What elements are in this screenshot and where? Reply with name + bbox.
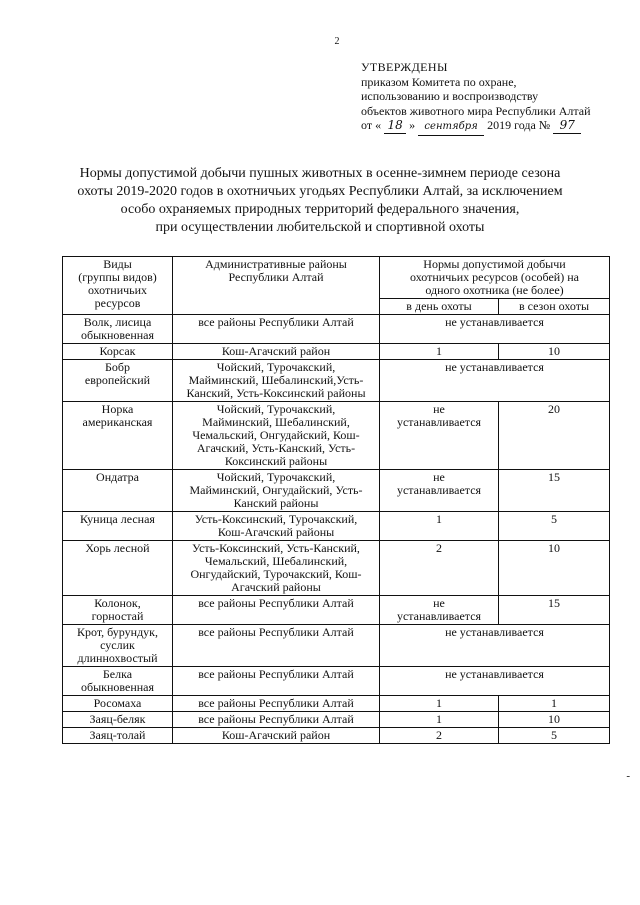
title-line: особо охраняемых природных территорий федерального значения, — [120, 202, 520, 217]
districts-cell: все районы Республики Алтай — [173, 667, 380, 696]
table-row — [63, 315, 610, 344]
approval-heading: УТВЕРЖДЕНЫ — [361, 60, 448, 74]
norm-day-cell: 1 — [380, 712, 499, 728]
districts-cell: все районы Республики Алтай — [173, 315, 380, 344]
norm-day-cell: 1 — [380, 344, 499, 360]
species-cell: Куница лесная — [63, 512, 173, 541]
norm-merged-cell: не устанавливается — [380, 667, 610, 696]
districts-cell: все районы Республики Алтай — [173, 712, 380, 728]
title-line: охоты 2019-2020 годов в охотничьих угодьях Республики Алтай, за исключением — [77, 184, 563, 199]
table-row — [63, 667, 610, 696]
table-row — [63, 402, 610, 470]
title-line: Нормы допустимой добычи пушных животных в осенне-зимнем периоде сезона — [79, 166, 561, 181]
handwritten-day: 18 — [384, 118, 406, 134]
handwritten-number: 97 — [553, 118, 581, 134]
table-row — [63, 696, 610, 712]
norm-season-cell: 15 — [499, 596, 610, 625]
header-norms: Нормы допустимой добычи охотничьих ресурсов (особей) на одного охотника (не более) — [380, 257, 610, 299]
districts-cell: все районы Республики Алтай — [173, 596, 380, 625]
document-title — [40, 165, 600, 237]
date-mid: » — [409, 118, 416, 132]
species-cell: Норка американская — [63, 402, 173, 470]
norm-day-cell: 1 — [380, 696, 499, 712]
table-row — [63, 541, 610, 596]
norm-season-cell: 10 — [499, 541, 610, 596]
districts-cell: Усть-Коксинский, Турочакский, Кош-Агачский районы — [173, 512, 380, 541]
table-row — [63, 470, 610, 512]
districts-cell: все районы Республики Алтай — [173, 696, 380, 712]
norm-day-cell: 2 — [380, 541, 499, 596]
districts-cell: все районы Республики Алтай — [173, 625, 380, 667]
norms-table — [62, 256, 610, 744]
norm-season-cell: 1 — [499, 696, 610, 712]
table-row — [63, 728, 610, 744]
norm-day-cell: не устанавливается — [380, 402, 499, 470]
handwritten-month: сентября — [418, 120, 484, 136]
approval-line-2: использованию и воспроизводству — [361, 89, 539, 103]
year-text: 2019 года № — [487, 118, 551, 132]
districts-cell: Кош-Агачский район — [173, 728, 380, 744]
species-cell: Ондатра — [63, 470, 173, 512]
table-row — [63, 712, 610, 728]
districts-cell: Кош-Агачский район — [173, 344, 380, 360]
approval-line-3: объектов животного мира Республики Алтай — [361, 103, 591, 118]
species-cell: Заяц-беляк — [63, 712, 173, 728]
header-per-day: в день охоты — [380, 299, 499, 315]
table-row — [63, 344, 610, 360]
norm-season-cell: 5 — [499, 512, 610, 541]
approval-date-line — [361, 118, 591, 136]
districts-cell: Усть-Коксинский, Усть-Канский, Чемальский, Шебалинский, Онгудайский, Турочакский, Кош- Агачский районы — [173, 541, 380, 596]
species-cell: Росомаха — [63, 696, 173, 712]
header-species: Виды (группы видов) охотничьих ресурсов — [63, 257, 173, 315]
page-number: 2 — [334, 36, 340, 47]
species-cell: Заяц-толай — [63, 728, 173, 744]
species-cell: Хорь лесной — [63, 541, 173, 596]
norm-season-cell: 10 — [499, 712, 610, 728]
approval-line-1: приказом Комитета по охране, — [361, 74, 517, 89]
table-row — [63, 596, 610, 625]
header-per-season: в сезон охоты — [499, 299, 610, 315]
norm-season-cell: 15 — [499, 470, 610, 512]
species-cell: Волк, лисица обыкновенная — [63, 315, 173, 344]
table-row — [63, 360, 610, 402]
norm-season-cell: 5 — [499, 728, 610, 744]
table-row — [63, 512, 610, 541]
norm-merged-cell: не устанавливается — [380, 315, 610, 344]
table-row — [63, 625, 610, 667]
norm-merged-cell: не устанавливается — [380, 360, 610, 402]
districts-cell: Чойский, Турочакский, Майминский, Шебалинский, Чемальский, Онгудайский, Кош- Агачский, Усть-Канский, Усть- Коксинский районы — [173, 402, 380, 470]
header-districts: Административные районы Республики Алтай — [173, 257, 380, 315]
norm-season-cell: 10 — [499, 344, 610, 360]
norm-day-cell: 1 — [380, 512, 499, 541]
species-cell: Белка обыкновенная — [63, 667, 173, 696]
districts-cell: Чойский, Турочакский, Майминский, Шебалинский,Усть- Канский, Усть-Коксинский районы — [173, 360, 380, 402]
title-line: при осуществлении любительской и спортивной охоты — [155, 220, 485, 235]
species-cell: Корсак — [63, 344, 173, 360]
species-cell: Бобр европейский — [63, 360, 173, 402]
norm-day-cell: не устанавливается — [380, 470, 499, 512]
norm-day-cell: 2 — [380, 728, 499, 744]
districts-cell: Чойский, Турочакский, Майминский, Онгудайский, Усть- Канский районы — [173, 470, 380, 512]
approval-block — [361, 60, 591, 136]
norm-merged-cell: не устанавливается — [380, 625, 610, 667]
norm-season-cell: 20 — [499, 402, 610, 470]
species-cell: Колонок, горностай — [63, 596, 173, 625]
species-cell: Крот, бурундук, суслик длиннохвостый — [63, 625, 173, 667]
norm-day-cell: не устанавливается — [380, 596, 499, 625]
date-prefix: от « — [361, 118, 382, 132]
table-header-row — [63, 257, 610, 299]
margin-mark: - — [626, 770, 630, 782]
